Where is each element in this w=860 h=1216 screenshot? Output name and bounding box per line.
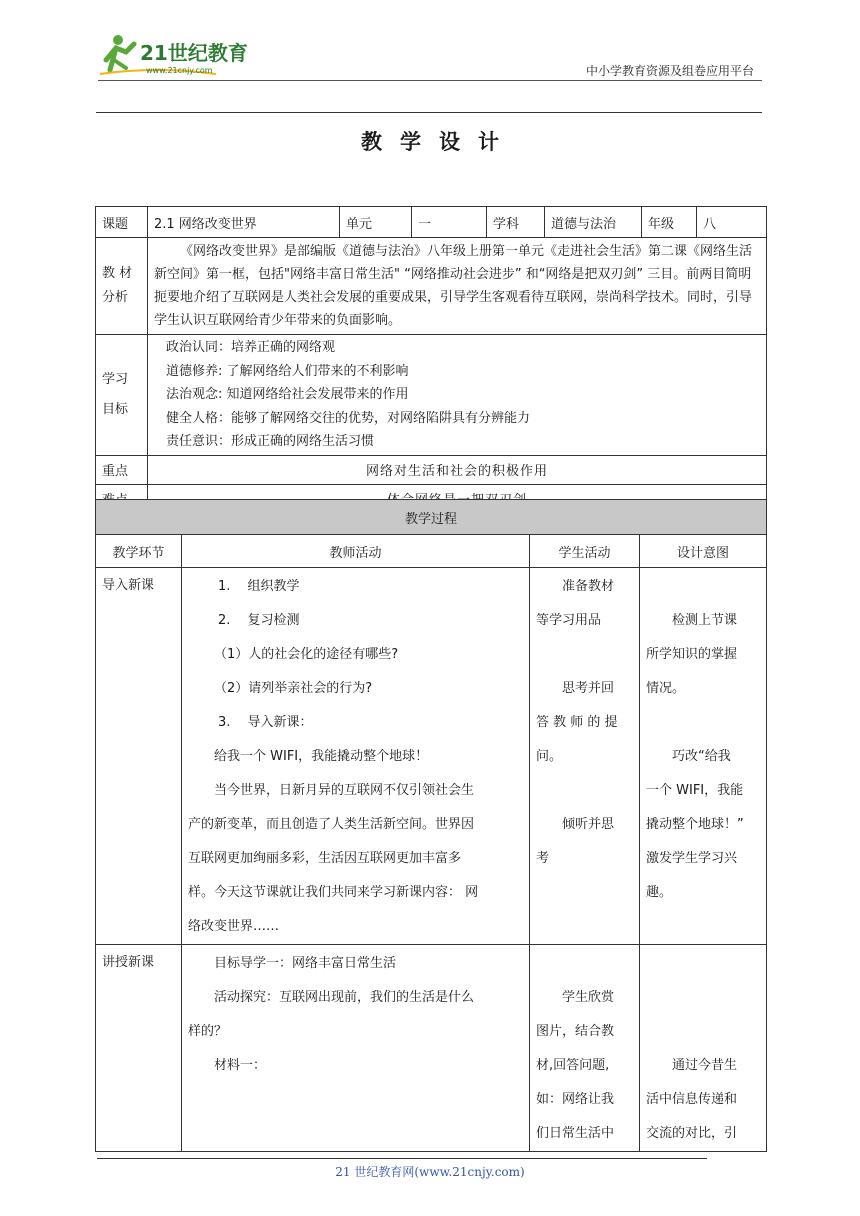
process-title: 教学过程: [96, 500, 767, 535]
course-info-table: [95, 206, 767, 514]
intent-line: [646, 981, 760, 1015]
teacher-line: 给我一个 WIFI，我能撬动整个地球！: [214, 749, 429, 764]
subject-label: 学科: [487, 207, 545, 238]
header-platform-text: 中小学教育资源及组卷应用平台: [585, 64, 754, 78]
goals-label: 学习 目标: [96, 335, 148, 456]
goal-item: 政治认同：培养正确的网络观: [166, 340, 336, 355]
intent-line: 撬动整个地球！”: [646, 817, 744, 832]
svg-text:www.21cnjy.com: www.21cnjy.com: [146, 66, 213, 75]
intent-line: 通过今昔生: [672, 1058, 738, 1073]
header-rule: [98, 80, 762, 81]
intent-line: 趣。: [646, 885, 673, 900]
teacher-line: 样。今天这节课就让我们共同来学习新课内容： 网: [188, 885, 479, 900]
teacher-line: 产的新变革，而且创造了人类生活新空间。世界因: [188, 817, 475, 832]
analysis-label: 教 材 分析: [96, 238, 148, 335]
column-header: 设计意图: [640, 535, 767, 568]
teacher-line: （1）人的社会化的途径有哪些?: [214, 647, 399, 662]
intent-line: [646, 1015, 760, 1049]
stage-cell: 导入新课: [96, 568, 182, 945]
intent-line: 情况。: [646, 681, 686, 696]
goals-list: [148, 335, 767, 456]
student-line: 倾听并思: [562, 817, 615, 832]
teacher-line: 互联网更加绚丽多彩，生活因互联网更加丰富多: [188, 851, 462, 866]
stage-cell: 讲授新课: [96, 945, 182, 1152]
student-activity: [530, 568, 640, 945]
goal-item: 法治观念: 知道网络给社会发展带来的作用: [166, 387, 409, 402]
student-line: 等学习用品: [536, 613, 602, 628]
column-header: 学生活动: [530, 535, 640, 568]
subject-value: 道德与法治: [545, 207, 642, 238]
teacher-line: 样的？: [188, 1024, 228, 1039]
student-line: 如：网络让我: [536, 1092, 615, 1107]
student-line: 答 教 师 的 提: [536, 715, 618, 730]
runner-icon: [106, 35, 134, 70]
student-line: 考: [536, 851, 550, 866]
teacher-line: 材料一：: [214, 1058, 267, 1073]
table-row: [96, 568, 767, 945]
page-title: 教学设计: [361, 130, 517, 154]
goal-item: 责任意识：形成正确的网络生活习惯: [166, 434, 375, 449]
site-logo: [96, 30, 266, 80]
intent-line: 活中信息传递和: [646, 1092, 738, 1107]
grade-label: 年级: [642, 207, 697, 238]
teaching-process-table: [95, 499, 767, 1152]
student-line: [536, 774, 633, 808]
student-line: 材,回答问题,: [536, 1058, 610, 1073]
goal-item: 健全人格：能够了解网络交往的优势，对网络陷阱具有分辨能力: [166, 410, 531, 426]
course-value: 2.1 网络改变世界: [148, 207, 340, 238]
intent-line: 巧改“给我: [672, 749, 731, 764]
intent-line: 检测上节课: [672, 613, 738, 628]
design-intent: [640, 568, 767, 945]
design-intent: [640, 945, 767, 1152]
svg-text:21世纪教育: 21世纪教育: [140, 41, 248, 65]
intent-line: 交流的对比，引: [646, 1126, 738, 1141]
footer-rule: [97, 1158, 707, 1159]
intent-line: 激发学生学习兴: [646, 851, 738, 866]
goal-item: 道德修养: 了解网络给人们带来的不利影响: [166, 363, 409, 379]
intent-line: [646, 947, 760, 981]
intent-line: [646, 706, 760, 740]
student-line: 准备教材: [562, 579, 615, 594]
unit-value: 一: [412, 207, 487, 238]
teacher-activity: [182, 945, 530, 1152]
teacher-line: 2. 复习检测: [218, 613, 300, 628]
footer-link[interactable]: 21 世纪教育网(www.21cnjy.com): [335, 1165, 525, 1179]
teacher-line: 当今世界，日新月异的互联网不仅引领社会生: [214, 783, 475, 798]
student-line: [536, 638, 633, 672]
teacher-line: 目标导学一：网络丰富日常生活: [214, 956, 397, 971]
student-line: 学生欣赏: [562, 990, 615, 1005]
course-label: 课题: [96, 207, 148, 238]
student-line: [536, 947, 633, 981]
student-line: 思考并回: [562, 681, 615, 696]
intent-line: [646, 570, 760, 604]
student-activity: [530, 945, 640, 1152]
intent-line: 所学知识的掌握: [646, 647, 738, 662]
analysis-text: 《网络改变世界》是部编版《道德与法治》八年级上册第一单元《走进社会生活》第二课《网络生活新空间》第一框，包括"网络丰富日常生活" “网络推动社会进步” 和“网络是把双刃剑” 三目。前两目简明扼要地介绍了互联网是人类社会发展的重要成果，引导学生客观看待互联网，崇尚科学技术。同时，引导学生认识互联网给青少年带来的负面影响。: [148, 238, 767, 335]
key-point-value: 网络对生活和社会的积极作用: [148, 455, 767, 484]
teacher-line: 活动探究：互联网出现前，我们的生活是什么: [214, 990, 475, 1005]
intent-line: 一个 WIFI，我能: [646, 783, 744, 798]
teacher-line: 3. 导入新课：: [218, 715, 313, 730]
unit-label: 单元: [340, 207, 412, 238]
column-header: 教学环节: [96, 535, 182, 568]
table-row: [96, 945, 767, 1152]
grade-value: 八: [697, 207, 767, 238]
key-point-label: 重点: [96, 455, 148, 484]
student-line: 问。: [536, 749, 563, 764]
student-line: 图片，结合教: [536, 1024, 615, 1039]
teacher-activity: [182, 568, 530, 945]
teacher-line: 络改变世界……: [188, 919, 280, 934]
student-line: 们日常生活中: [536, 1126, 615, 1141]
teacher-line: 1. 组织教学: [218, 579, 300, 594]
title-rule: [96, 112, 762, 113]
teacher-line: （2）请列举亲社会的行为?: [214, 681, 373, 696]
column-header: 教师活动: [182, 535, 530, 568]
